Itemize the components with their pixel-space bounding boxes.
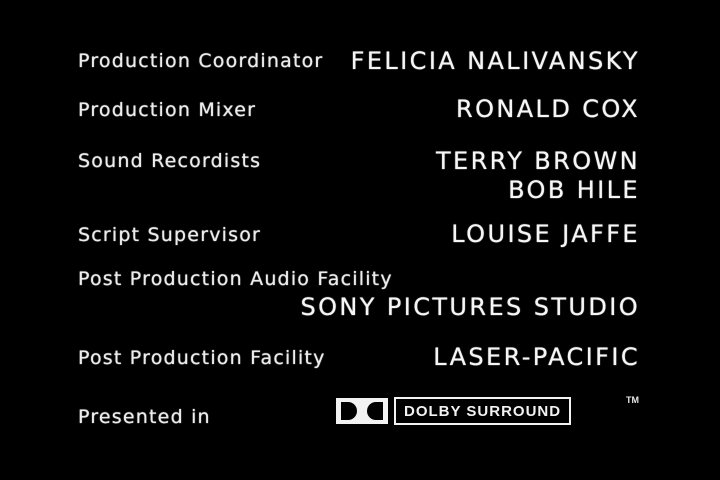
role-sound-recordists: Sound Recordists: [78, 150, 262, 172]
name-production-coordinator: FELICIA NALIVANSKY: [350, 47, 640, 75]
role-post-production-facility: Post Production Facility: [78, 347, 326, 369]
name-post-production-audio: SONY PICTURES STUDIO: [300, 293, 640, 321]
dolby-surround-text: DOLBY SURROUND: [394, 397, 571, 425]
dolby-double-d-icon: [336, 398, 388, 424]
name-production-mixer: RONALD COX: [456, 95, 640, 123]
role-script-supervisor: Script Supervisor: [78, 224, 262, 246]
role-production-mixer: Production Mixer: [78, 99, 257, 121]
name-script-supervisor: LOUISE JAFFE: [451, 220, 640, 248]
role-post-production-audio: Post Production Audio Facility: [78, 268, 393, 290]
name-sound-recordist-2: BOB HILE: [508, 176, 640, 204]
role-production-coordinator: Production Coordinator: [78, 50, 324, 72]
dolby-surround-logo: [336, 397, 571, 425]
name-sound-recordist-1: TERRY BROWN: [435, 147, 640, 175]
trademark-mark: TM: [626, 395, 639, 405]
name-post-production-facility: LASER-PACIFIC: [433, 343, 640, 371]
presented-in-label: Presented in: [78, 406, 211, 428]
